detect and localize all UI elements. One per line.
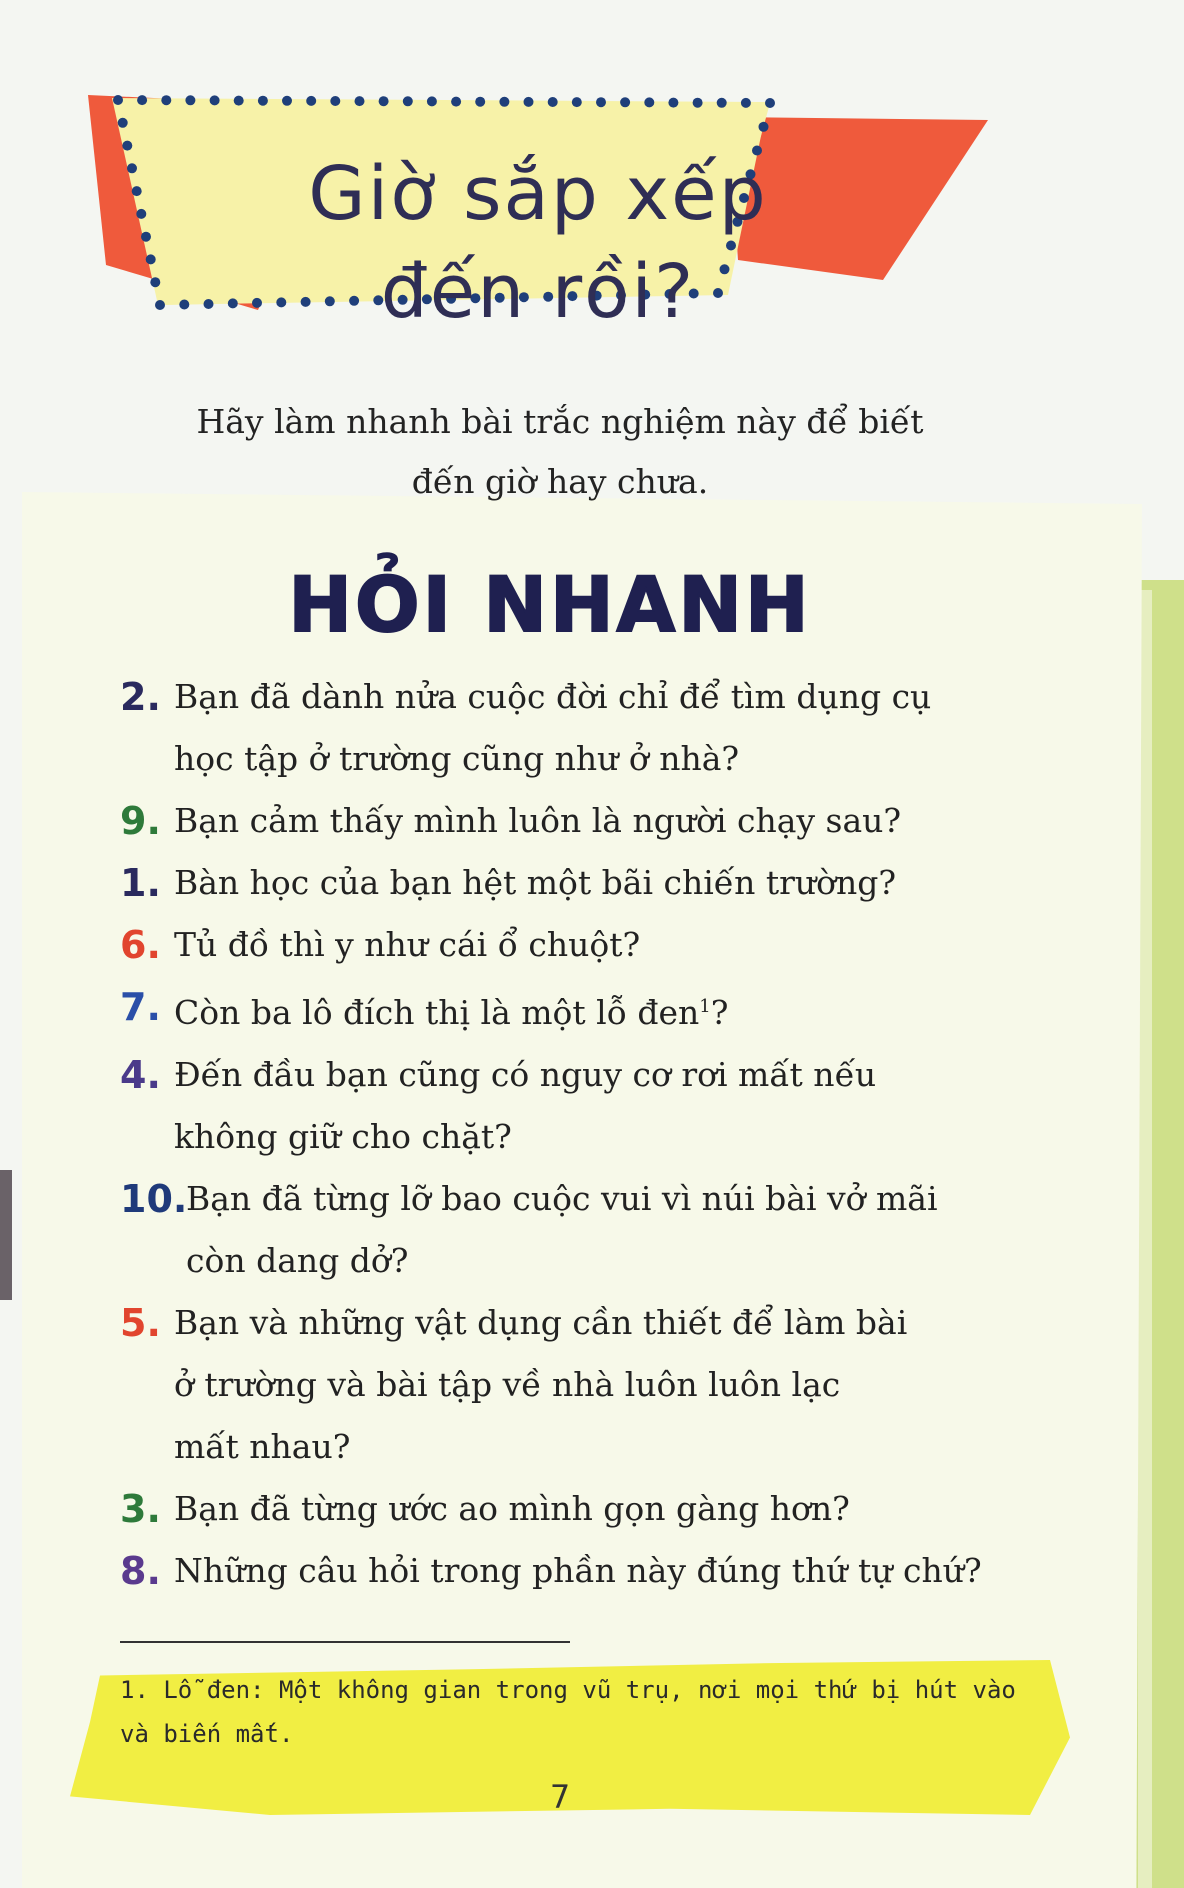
banner-title-line1: Giờ sắp xếp [308,151,768,237]
question-item [120,1478,1020,1540]
banner-dot [548,97,558,107]
intro-line2: đến giờ hay chưa. [411,462,709,501]
question-text [174,976,1020,1044]
banner-dot [355,96,365,106]
footnote-marker: 1 [699,996,711,1017]
question-item [120,852,1020,914]
banner-dot [185,95,195,105]
intro-line1: Hãy làm nhanh bài trắc nghiệm này để biết [196,402,924,441]
question-text [186,1168,1020,1292]
question-number: 1. [120,861,161,905]
question-item [120,1168,1020,1292]
banner-dot [403,96,413,106]
question-line: Tủ đồ thì y như cái ổ chuột? [174,925,641,964]
banner-dot [113,95,123,105]
question-line: Đến đầu bạn cũng có nguy cơ rơi mất nếu [174,1055,877,1094]
banner-dot [179,300,189,310]
banner-dot [282,96,292,106]
question-text [174,1540,1020,1602]
page-number: 7 [549,1778,571,1816]
banner-title-line2: đến rồi? [380,249,696,335]
banner-dot [132,186,142,196]
question-line: Bạn đã từng lỡ bao cuộc vui vì núi bài vở mãi [186,1179,938,1218]
banner-dot [146,254,156,264]
question-number: 9. [120,799,161,843]
question-item [120,976,1020,1044]
question-line: Bạn đã từng ước ao mình gọn gàng hơn? [174,1489,850,1528]
banner-dot [693,98,703,108]
question-text [174,666,1020,790]
banner-dot [122,141,132,151]
banner-dot [330,96,340,106]
question-line: Bạn cảm thấy mình luôn là người chạy sau? [174,801,902,840]
question-number: 5. [120,1301,161,1345]
question-line: ở trường và bài tập về nhà luôn luôn lạc [174,1365,841,1404]
banner-dot [118,118,128,128]
banner-dot [228,298,238,308]
page-edge [0,1170,12,1300]
question-number: 4. [120,1053,161,1097]
banner-dot [596,97,606,107]
banner-dot [137,95,147,105]
question-number: 7. [120,985,161,1029]
banner-dot [136,209,146,219]
question-line: không giữ cho chặt? [174,1117,512,1156]
banner-dot [620,97,630,107]
question-item [120,790,1020,852]
footnote-divider [120,1641,570,1643]
question-number: 6. [120,923,161,967]
banner-dot [668,98,678,108]
banner-dot [161,95,171,105]
banner-dot [759,122,769,132]
banner-dot [427,96,437,106]
question-line: Bạn đã dành nửa cuộc đời chỉ để tìm dụng cụ [174,677,932,716]
question-tail: ? [710,993,729,1032]
banner-dot [258,96,268,106]
banner-dot [475,97,485,107]
banner-dot [141,232,151,242]
banner-dot [150,277,160,287]
intro-text [120,392,1000,512]
question-text [174,852,1020,914]
question-line: mất nhau? [174,1427,351,1466]
question-item [120,1292,1020,1478]
question-item [120,914,1020,976]
question-line: Bàn học của bạn hệt một bãi chiến trường? [174,863,897,902]
banner-dot [234,96,244,106]
banner-dot [204,299,214,309]
question-line: còn dang dở? [186,1241,409,1280]
footnote [120,1668,1040,1756]
question-line: học tập ở trường cũng như ở nhà? [174,739,740,778]
banner-title [238,145,838,341]
question-number: 8. [120,1549,161,1593]
banner-dot [155,300,165,310]
footnote-line1: 1. Lỗ đen: Một không gian trong vũ trụ, nơi mọi thứ bị hút vào [120,1676,1016,1704]
question-item [120,666,1020,790]
banner-dot [644,97,654,107]
question-text [174,1478,1020,1540]
question-line: Những câu hỏi trong phần này đúng thứ tự chứ? [174,1551,982,1590]
question-text [174,1292,1020,1478]
section-title: HỎI NHANH [288,560,812,649]
question-number: 2. [120,675,161,719]
question-number: 10. [120,1177,188,1221]
banner-dot [524,97,534,107]
banner-dot [499,97,509,107]
banner-dot [451,97,461,107]
question-number: 3. [120,1487,161,1531]
banner-dot [306,96,316,106]
question-text [174,1044,1020,1168]
question-item [120,1044,1020,1168]
banner-dot [717,98,727,108]
question-line: Bạn và những vật dụng cần thiết để làm bài [174,1303,908,1342]
question-line: Còn ba lô đích thị là một lỗ đen [174,993,700,1032]
banner-dot [210,95,220,105]
banner-dot [741,98,751,108]
banner-dot [127,163,137,173]
question-text [174,914,1020,976]
footnote-line2: và biến mất. [120,1720,294,1748]
question-list [120,666,1020,1602]
banner-dot [572,97,582,107]
question-text [174,790,1020,852]
banner-dot [379,96,389,106]
title-banner [88,95,988,380]
question-item [120,1540,1020,1602]
banner-dot [765,98,775,108]
